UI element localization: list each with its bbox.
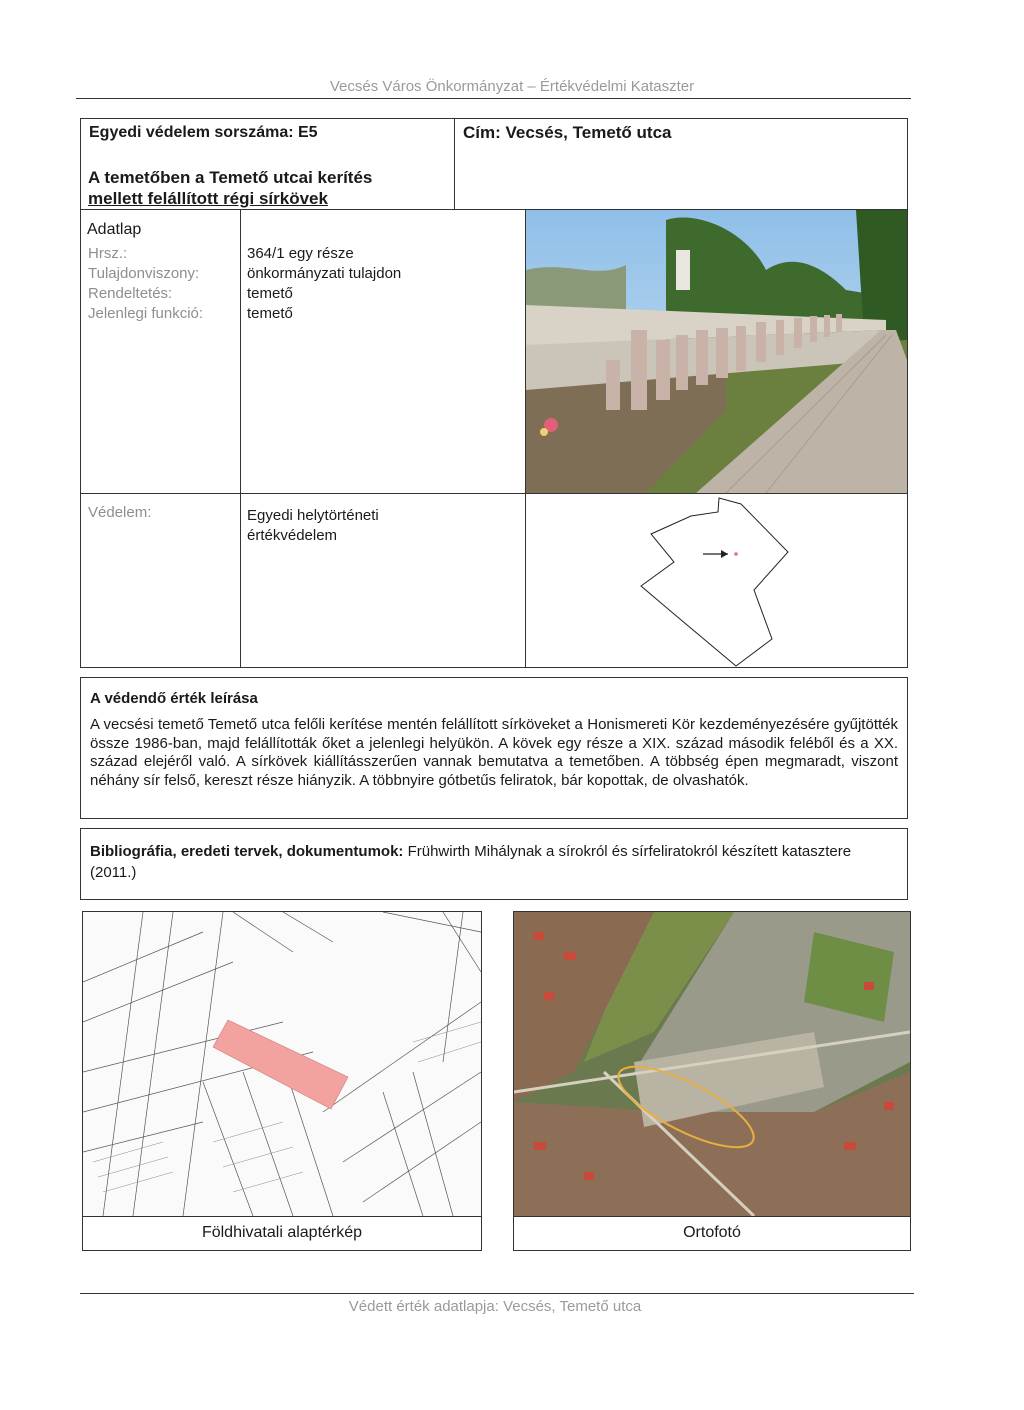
cadastral-map-box [82, 911, 482, 1251]
object-name [88, 167, 372, 209]
field-label-hrsz: Hrsz.: [88, 245, 128, 262]
protection-value-line1: Egyedi helytörténeti [247, 507, 379, 524]
field-label-function: Jelenlegi funkció: [88, 305, 204, 322]
description-box [80, 677, 908, 819]
field-value-function: temető [247, 305, 293, 322]
footer-rule [80, 1293, 914, 1294]
datasheet-heading: Adatlap [87, 221, 142, 238]
orthophoto-image [514, 912, 910, 1216]
protection-label-cell [80, 493, 241, 668]
field-value-ownership: önkormányzati tulajdon [247, 265, 402, 282]
location-map-cell [525, 493, 908, 668]
protection-value-cell [240, 493, 526, 668]
datasheet-labels-cell [80, 209, 241, 494]
bibliography-text-block [90, 841, 870, 883]
address-cell [454, 118, 908, 210]
location-dot [734, 552, 738, 556]
field-value-hrsz: 364/1 egy része [247, 245, 354, 262]
arrow-head-icon [721, 550, 728, 558]
cadastral-map-caption: Földhivatali alaptérkép [201, 1224, 363, 1241]
protection-value [247, 506, 379, 546]
datasheet-values-cell [240, 209, 526, 494]
title-cell [80, 118, 455, 210]
address: Cím: Vecsés, Temető utca [463, 123, 672, 142]
bibliography-text: Frühwirth Mihálynak a sírokról és sírfeliratokról készített katasztere (2011.) [90, 843, 852, 881]
header-rule [76, 98, 911, 99]
cemetery-photo-image [526, 210, 907, 493]
bibliography-box [80, 828, 908, 900]
page-header: Vecsés Város Önkormányzat – Értékvédelmi Kataszter [329, 78, 695, 95]
field-value-purpose: temető [247, 285, 293, 302]
protection-value-line2: értékvédelem [247, 527, 338, 544]
ortho-caption-rule [514, 1216, 910, 1217]
object-name-line2: mellett felállított régi sírkövek [88, 189, 328, 208]
object-name-line1: A temetőben a Temető utcai kerítés [88, 168, 373, 187]
protection-id: Egyedi védelem sorszáma: E5 [89, 124, 318, 141]
field-label-ownership: Tulajdonviszony: [88, 265, 200, 282]
bibliography-label: Bibliográfia, eredeti tervek, dokumentumok: [90, 843, 404, 860]
protection-label: Védelem: [88, 504, 152, 521]
site-photo [525, 209, 908, 494]
orthophoto-caption: Ortofotó [683, 1224, 741, 1241]
page-footer: Védett érték adatlapja: Vecsés, Temető utca [348, 1298, 642, 1315]
cadastral-caption-rule [83, 1216, 481, 1217]
description-text: A vecsési temető Temető utca felőli kerítése mentén felállított sírköveket a Honismereti Kör kezdeményezésére gyűjtötték össze 1986-ban, majd felállították őket a jelenlegi helyükön. A kövek egy része a XIX. század második feléből és a XX. század elejéről való. A sírkövek kiállításszerűen vannak bemutatva a temetőben. A többség épen megmaradt, viszont néhány sír felső, kereszt része hiányzik. A többnyire gótbetűs feliratok, bár kopottak, de olvashatók. [90, 716, 898, 789]
orthophoto-box [513, 911, 911, 1251]
cadastral-map-image [83, 912, 481, 1216]
field-label-purpose: Rendeltetés: [88, 285, 173, 302]
description-heading: A védendő érték leírása [90, 690, 258, 707]
town-outline-map [526, 494, 907, 667]
